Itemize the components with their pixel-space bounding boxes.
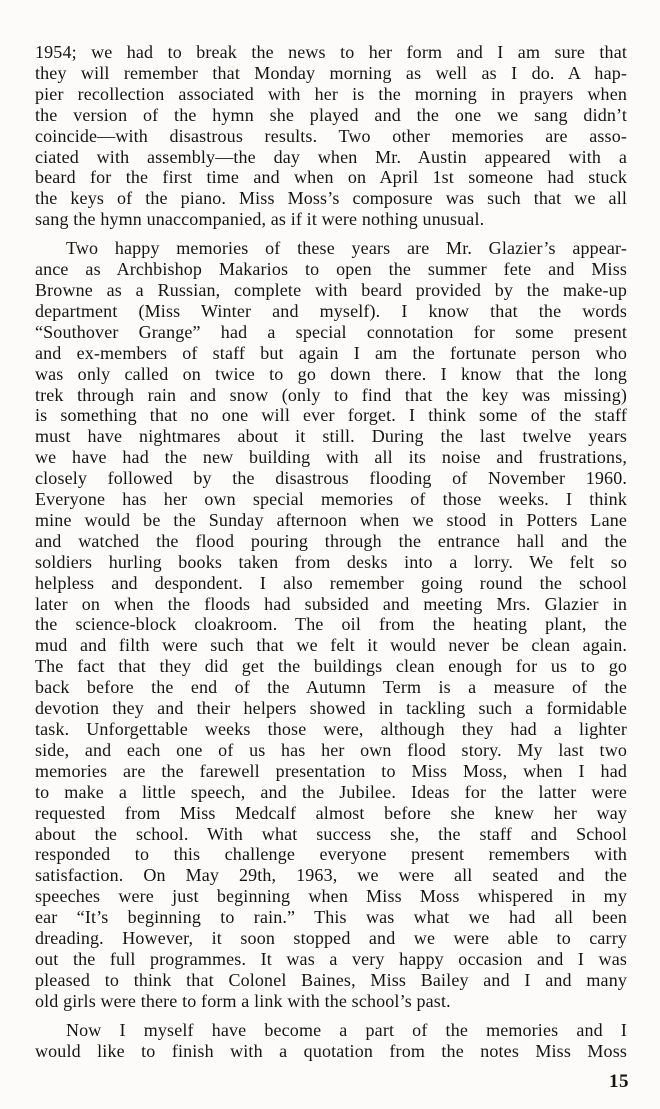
text-line: The fact that they did get the buildings clean enough for us to go (35, 656, 627, 677)
text-line: the keys of the piano. Miss Moss’s composure was such that we all (35, 188, 627, 209)
text-line: mud and filth were such that we felt it would never be clean again. (35, 635, 627, 656)
text-line: satisfaction. On May 29th, 1963, we were all seated and the (35, 865, 627, 886)
text-line: sang the hymn unaccompanied, as if it were nothing unusual. (35, 209, 485, 230)
text-line: back before the end of the Autumn Term is a measure of the (35, 677, 627, 698)
text-line: devotion they and their helpers showed in tackling such a formidable (35, 698, 627, 719)
body-text (35, 42, 627, 1062)
text-line: old girls were there to form a link with the school’s past. (35, 990, 451, 1011)
text-line: and watched the flood pouring through the entrance hall and the (35, 530, 627, 551)
text-line: to make a little speech, and the Jubilee. Ideas for the latter were (35, 781, 627, 802)
text-line: Browne as a Russian, complete with beard provided by the make-up (35, 279, 627, 300)
text-line: soldiers hurling books taken from desks into a lorry. We felt so (35, 551, 627, 572)
page-number: 15 (609, 1071, 629, 1092)
text-line: they will remember that Monday morning as well as I do. A hap- (35, 62, 627, 83)
text-line: pier recollection associated with her is the morning in prayers when (35, 83, 627, 104)
text-line: task. Unforgettable weeks those were, although they had a lighter (35, 719, 627, 739)
text-line: ear “It’s beginning to rain.” This was what we had all been (35, 907, 627, 928)
text-line: pleased to think that Colonel Baines, Miss Bailey and I and many (35, 969, 627, 990)
text-line: side, and each one of us has her own flood story. My last two (35, 739, 627, 760)
text-line: speeches were just beginning when Miss Moss whispered in my (35, 886, 627, 907)
paragraph (35, 238, 627, 1012)
text-line: the science-block cloakroom. The oil from the heating plant, the (35, 614, 627, 635)
text-line: beard for the first time and when on April 1st someone had stuck (35, 167, 627, 188)
text-line: ance as Archbishop Makarios to open the summer fete and Miss (35, 259, 627, 280)
text-line: ciated with assembly—the day when Mr. Austin appeared with a (35, 146, 627, 167)
text-line: Two happy memories of these years are Mr. Glazier’s appear- (66, 238, 627, 259)
text-line: mine would be the Sunday afternoon when we stood in Potters Lane (35, 509, 627, 530)
text-line: closely followed by the disastrous flooding of November 1960. (35, 468, 627, 489)
text-line: department (Miss Winter and myself). I know that the words (35, 300, 627, 321)
text-line: later on when the floods had subsided and meeting Mrs. Glazier in (35, 593, 627, 614)
text-line: is something that no one will ever forget. I think some of the staff (35, 405, 627, 426)
text-line: would like to finish with a quotation from the notes Miss Moss (35, 1040, 627, 1061)
text-line: Everyone has her own special memories of those weeks. I think (35, 489, 627, 510)
text-line: and ex-members of staff but again I am the fortunate person who (35, 342, 627, 363)
text-line: must have nightmares about it still. During the last twelve years (35, 426, 627, 447)
text-line: 1954; we had to break the news to her form and I am sure that (35, 42, 627, 62)
paragraph (35, 42, 627, 230)
text-line: we have had the new building with all its noise and frustrations, (35, 447, 627, 468)
text-line: coincide—with disastrous results. Two other memories are asso- (35, 125, 627, 146)
paragraph (35, 1020, 627, 1062)
text-line: out the full programmes. It was a very happy occasion and I was (35, 948, 627, 969)
text-line: Now I myself have become a part of the memories and I (66, 1019, 627, 1040)
text-line: dreading. However, it soon stopped and we were able to carry (35, 928, 627, 949)
text-line: memories are the farewell presentation to Miss Moss, when I had (35, 760, 627, 781)
text-line: responded to this challenge everyone present remembers with (35, 844, 627, 865)
text-line: requested from Miss Medcalf almost before she knew her way (35, 802, 627, 823)
text-line: “Southover Grange” had a special connotation for some present (35, 321, 627, 342)
text-line: was only called on twice to go down there. I know that the long (35, 363, 627, 384)
text-line: the version of the hymn she played and the one we sang didn’t (35, 104, 627, 125)
text-line: trek through rain and snow (only to find that the key was missing) (35, 384, 627, 405)
text-line: helpless and despondent. I also remember going round the school (35, 572, 627, 593)
text-line: about the school. With what success she, the staff and School (35, 823, 627, 844)
